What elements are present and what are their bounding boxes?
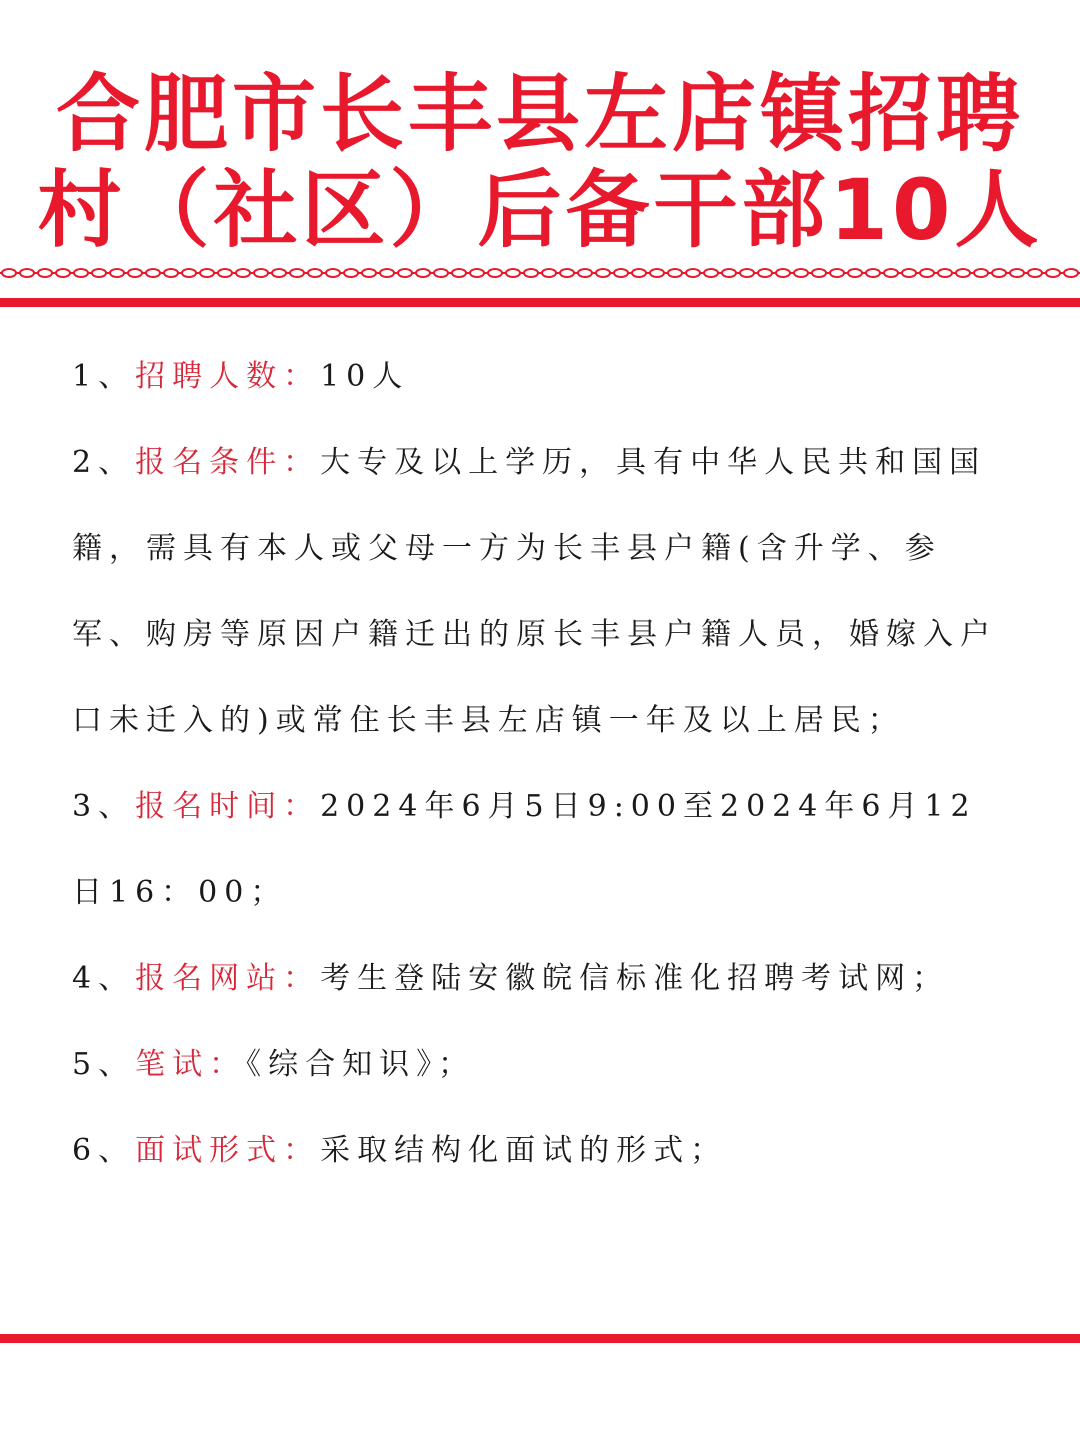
chain-divider — [0, 266, 1080, 280]
item-number: 3、 — [72, 789, 136, 824]
item-label: 报名条件： — [135, 445, 321, 480]
item-label: 招聘人数： — [135, 359, 321, 394]
item-label: 笔试： — [135, 1047, 247, 1082]
list-item-2 — [72, 420, 1002, 764]
item-number: 5、 — [72, 1047, 136, 1082]
content-list — [72, 334, 1002, 1194]
item-label: 报名时间： — [135, 789, 321, 824]
title-line-2: 村（社区）后备干部10人 — [37, 161, 1043, 259]
item-number: 4、 — [72, 961, 136, 996]
item-number: 1、 — [72, 359, 136, 394]
item-text: 大专及以上学历，具有中华人民共和国国籍，需具有本人或父母一方为长丰县户籍(含升学、参军、购房等原因户籍迁出的原长丰县户籍人员，婚嫁入户口未迁入的)或常住长丰县左店镇一年及以上居民； — [72, 445, 997, 738]
item-number: 2、 — [72, 445, 136, 480]
page-title — [0, 66, 1080, 258]
item-label: 面试形式： — [135, 1133, 321, 1168]
list-item-3 — [72, 764, 1002, 936]
item-text: 《综合知识》； — [246, 1047, 476, 1082]
list-item-4 — [72, 936, 1002, 1022]
item-text: 考生登陆安徽皖信标准化招聘考试网； — [320, 961, 950, 996]
bottom-divider-bar — [0, 1334, 1080, 1343]
list-item-1 — [72, 334, 1002, 420]
item-text: 10人 — [320, 359, 410, 394]
item-number: 6、 — [72, 1133, 136, 1168]
item-text: 2024年6月5日9:00至2024年6月12日16：00； — [72, 789, 977, 910]
top-divider-bar — [0, 298, 1080, 307]
title-line-1: 合肥市长丰县左店镇招聘 — [55, 65, 1024, 163]
item-label: 报名网站： — [135, 961, 321, 996]
list-item-6 — [72, 1108, 1002, 1194]
list-item-5 — [72, 1022, 1002, 1108]
item-text: 采取结构化面试的形式； — [320, 1133, 728, 1168]
